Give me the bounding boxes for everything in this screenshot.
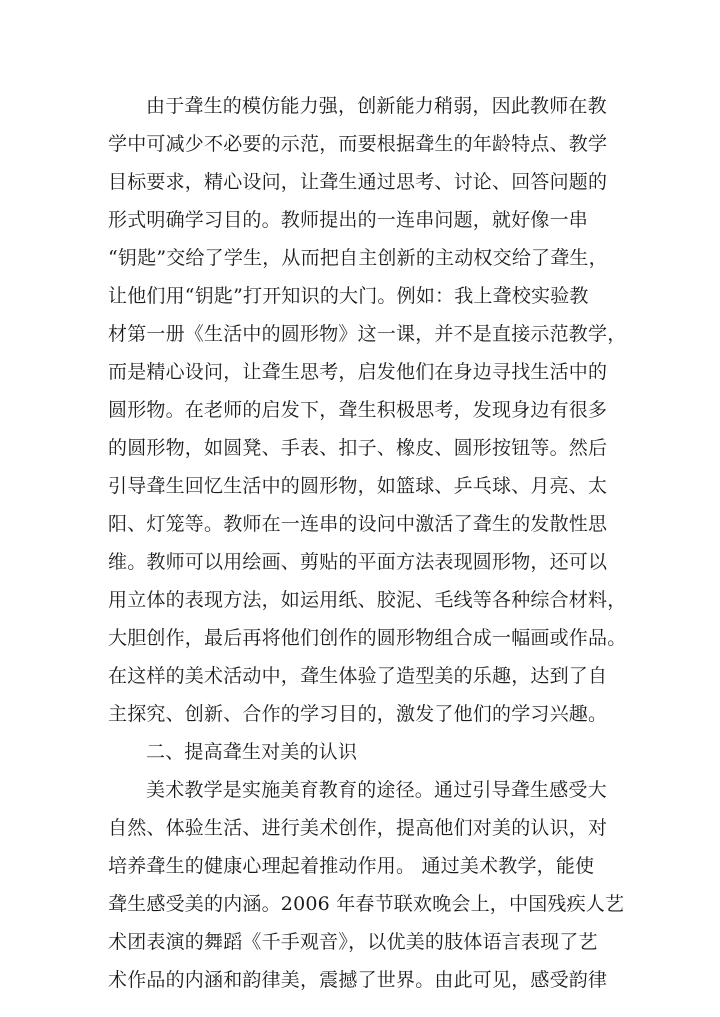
- paragraph2-line-2: 自然、体验生活、进行美术创作，提高他们对美的认识，对: [108, 817, 608, 839]
- paragraph1-line-8: 而是精心设问，让聋生思考，启发他们在身边寻找生活中的: [108, 361, 608, 383]
- paragraph1-line-9: 圆形物。在老师的启发下，聋生积极思考，发现身边有很多: [108, 399, 608, 421]
- paragraph2-line-5: 术团表演的舞蹈《千手观音》，以优美的肢体语言表现了艺: [108, 931, 598, 953]
- paragraph1-line-3: 目标要求，精心设问，让聋生通过思考、讨论、回答问题的: [108, 171, 608, 193]
- paragraph2-line-4: 聋生感受美的内涵。2006 年春节联欢晚会上，中国残疾人艺: [108, 893, 625, 915]
- paragraph1-line-14: 用立体的表现方法，如运用纸、胶泥、毛线等各种综合材料，: [108, 589, 627, 611]
- paragraph1-line-16: 在这样的美术活动中，聋生体验了造型美的乐趣，达到了自: [108, 665, 608, 687]
- paragraph1-line-6: 让他们用“钥匙”打开知识的大门。例如：我上聋校实验教: [108, 285, 589, 307]
- paragraph2-line-3: 培养聋生的健康心理起着推动作用。 通过美术教学，能使: [108, 855, 595, 877]
- paragraph1-line-17: 主探究、创新、合作的学习目的，激发了他们的学习兴趣。: [108, 703, 608, 725]
- paragraph2-line-1: 美术教学是实施美育教育的途径。通过引导聋生感受大: [146, 779, 607, 801]
- section-heading: 二、提高聋生对美的认识: [146, 741, 358, 763]
- paragraph1-line-12: 阳、灯笼等。教师在一连串的设问中激活了聋生的发散性思: [108, 513, 608, 535]
- paragraph1-line-7: 材第一册《生活中的圆形物》这一课，并不是直接示范教学，: [108, 323, 627, 345]
- paragraph1-line-11: 引导聋生回忆生活中的圆形物，如篮球、乒乓球、月亮、太: [108, 475, 608, 497]
- paragraph1-line-10: 的圆形物，如圆凳、手表、扣子、橡皮、圆形按钮等。然后: [108, 437, 608, 459]
- paragraph1-line-13: 维。教师可以用绘画、剪贴的平面方法表现圆形物，还可以: [108, 551, 608, 573]
- paragraph1-line-1: 由于聋生的模仿能力强，创新能力稍弱，因此教师在教: [146, 95, 607, 117]
- paragraph1-line-2: 学中可减少不必要的示范，而要根据聋生的年龄特点、教学: [108, 133, 608, 155]
- paragraph2-line-6: 术作品的内涵和韵律美，震撼了世界。由此可见，感受韵律: [108, 969, 608, 991]
- paragraph1-line-4: 形式明确学习目的。教师提出的一连串问题，就好像一串: [108, 209, 589, 231]
- paragraph1-line-5: “钥匙”交给了学生，从而把自主创新的主动权交给了聋生，: [108, 247, 608, 269]
- paragraph1-line-15: 大胆创作，最后再将他们创作的圆形物组合成一幅画或作品。: [108, 627, 627, 649]
